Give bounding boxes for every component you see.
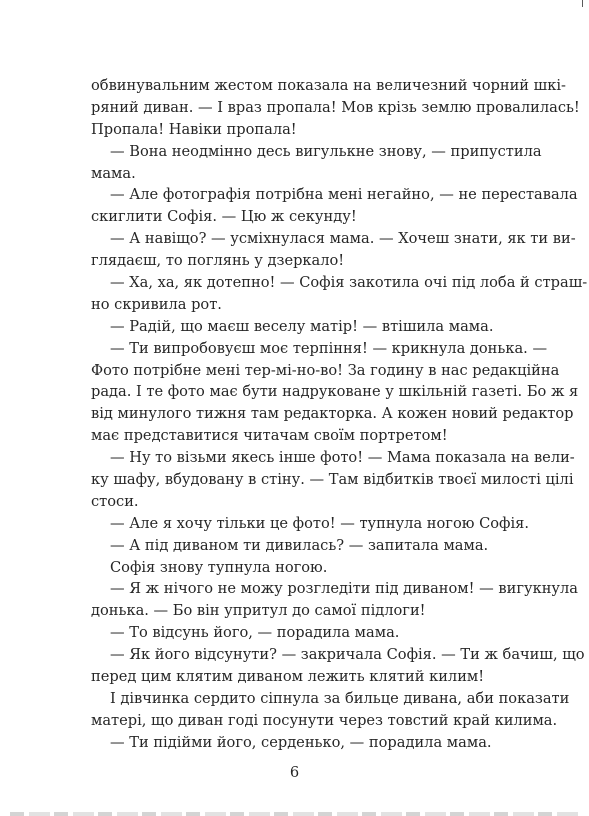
text-line: — А навіщо? — усміхнулася мама. — Хочеш знати, як ти ви- (110, 230, 576, 248)
text-line: Фото потрібне мені тер-мі-но-во! За годину в нас редакційна (91, 361, 560, 379)
text-line: Софія знову тупнула ногою. (110, 558, 328, 576)
text-line: — Але фотографія потрібна мені негайно, — не переставала (110, 186, 578, 204)
text-line: но скривила рот. (91, 295, 222, 313)
scan-mark (582, 0, 583, 7)
text-line: мама. (91, 164, 136, 182)
text-line: скиглити Софія. — Цю ж секунду! (91, 208, 357, 226)
text-line: Пропала! Навіки пропала! (91, 120, 297, 138)
text-line: перед цим клятим диваном лежить клятий килим! (91, 668, 485, 686)
text-line: ку шафу, вбудовану в стіну. — Там відбитків твоєї милості цілі (91, 471, 574, 489)
text-line: глядаєш, то поглянь у дзеркало! (91, 252, 345, 270)
text-line: І дівчинка сердито сіпнула за бильце дивана, аби показати (110, 689, 570, 707)
text-line: донька. — Бо він упритул до самої підлоги! (91, 602, 426, 620)
text-line: має представитися читачам своїм портретом! (91, 427, 448, 445)
text-line: — А під диваном ти дивилась? — запитала мама. (110, 536, 489, 554)
text-line: стоси. (91, 492, 139, 510)
text-line: від минулого тижня там редакторка. А кожен новий редактор (91, 405, 574, 423)
text-line: — То відсунь його, — порадила мама. (110, 624, 400, 642)
text-line: обвинувальним жестом показала на величезний чорний шкі- (91, 77, 566, 94)
text-line: — Як його відсунути? — закричала Софія. — Ти ж бачиш, що (110, 646, 585, 664)
text-line: — Ти підійми його, серденько, — порадила мама. (110, 733, 492, 751)
text-line: — Ну то візьми якесь інше фото! — Мама показала на вели- (110, 449, 575, 467)
text-line: — Але я хочу тільки це фото! — тупнула ногою Софія. (110, 514, 529, 532)
text-line: матері, що диван годі посунути через товстий край килима. (91, 711, 558, 729)
page-number: 6 (289, 764, 300, 781)
text-line: — Ха, ха, як дотепно! — Софія закотила очі під лоба й страш- (110, 274, 588, 292)
text-line: — Вона неодмінно десь вигулькне знову, — припустила (110, 142, 542, 160)
body-text (91, 75, 588, 754)
text-line: — Радій, що маєш веселу матір! — втішила мама. (110, 317, 494, 335)
text-line: — Я ж нічого не можу розгледіти під диваном! — вигукнула (110, 580, 578, 598)
text-line: — Ти випробовуєш моє терпіння! — крикнула донька. — (110, 339, 548, 357)
text-line: рада. І те фото має бути надруковане у шкільній газеті. Бо ж я (91, 383, 579, 401)
scan-edge-artifact (10, 812, 579, 816)
text-line: ряний диван. — І враз пропала! Мов крізь землю провалилась! (91, 98, 580, 116)
